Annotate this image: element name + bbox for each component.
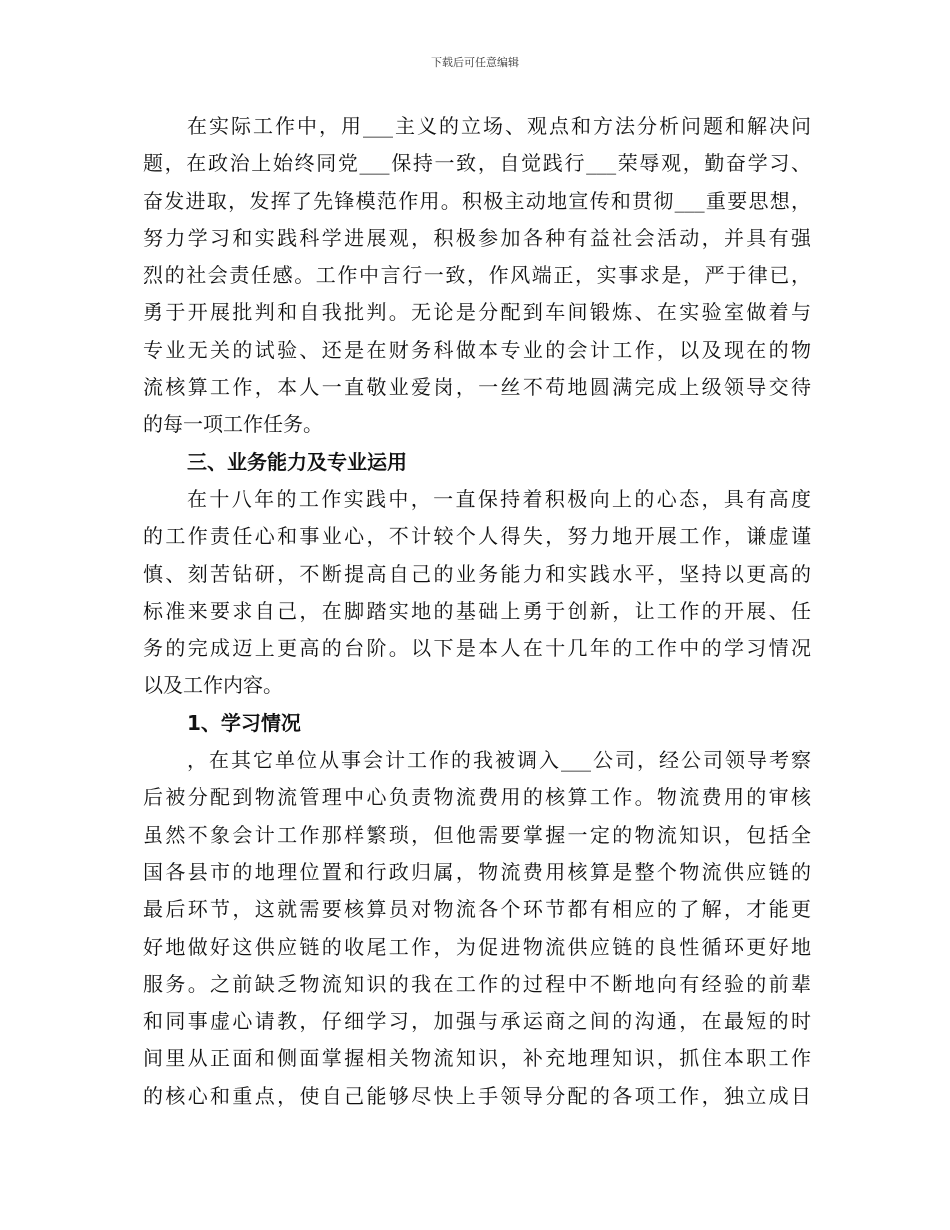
text-line: 的工作责任心和事业心，不计较个人得失，努力地开展工作，谦虚谨	[143, 524, 811, 549]
page-header: 下载后可任意编辑	[431, 56, 519, 69]
text-line: 服务。之前缺乏物流知识的我在工作的过程中不断地向有经验的前辈	[143, 971, 811, 996]
text-line: 题，在政治上始终同党___保持一致，自觉践行___荣辱观，勤奋学习、	[143, 151, 811, 176]
text-line: 以及工作内容。	[143, 673, 283, 698]
text-line: 勇于开展批判和自我批判。无论是分配到车间锻炼、在实验室做着与	[143, 300, 811, 325]
text-line: 最后环节，这就需要核算员对物流各个环节都有相应的了解，才能更	[143, 897, 811, 922]
text-line: 在十八年的工作实践中，一直保持着积极向上的心态，具有高度	[187, 486, 811, 511]
text-line: 的核心和重点，使自己能够尽快上手领导分配的各项工作，独立成日	[143, 1083, 811, 1108]
text-line: 奋发进取，发挥了先锋模范作用。积极主动地宣传和贯彻___重要思想，	[143, 188, 811, 213]
text-line: 后被分配到物流管理中心负责物流费用的核算工作。物流费用的审核	[143, 785, 811, 810]
text-line: 流核算工作，本人一直敬业爱岗，一丝不苟地圆满完成上级领导交待	[143, 375, 811, 400]
text-line: ，在其它单位从事会计工作的我被调入___公司，经公司领导考察	[187, 748, 811, 773]
text-line: 和同事虚心请教，仔细学习，加强与承运商之间的沟通，在最短的时	[143, 1009, 811, 1034]
subsection-heading: 1、学习情况	[187, 710, 301, 735]
document-body	[143, 108, 811, 1115]
text-line: 标准来要求自己，在脚踏实地的基础上勇于创新，让工作的开展、任	[143, 598, 811, 623]
text-line: 努力学习和实践科学进展观，积极参加各种有益社会活动，并具有强	[143, 225, 811, 250]
text-line: 间里从正面和侧面掌握相关物流知识，补充地理知识，抓住本职工作	[143, 1046, 811, 1071]
section-heading: 三、业务能力及专业运用	[187, 449, 407, 474]
text-line: 的每一项工作任务。	[143, 412, 323, 437]
text-line: 好地做好这供应链的收尾工作，为促进物流供应链的良性循环更好地	[143, 934, 811, 959]
text-line: 虽然不象会计工作那样繁琐，但他需要掌握一定的物流知识，包括全	[143, 822, 811, 847]
text-line: 烈的社会责任感。工作中言行一致，作风端正，实事求是，严于律已，	[143, 263, 811, 288]
text-line: 专业无关的试验、还是在财务科做本专业的会计工作，以及现在的物	[143, 337, 811, 362]
text-line: 慎、刻苦钻研，不断提高自己的业务能力和实践水平，坚持以更高的	[143, 561, 811, 586]
text-line: 在实际工作中，用___主义的立场、观点和方法分析问题和解决问	[187, 114, 811, 138]
text-line: 国各县市的地理位置和行政归属，物流费用核算是整个物流供应链的	[143, 859, 811, 884]
text-line: 务的完成迈上更高的台阶。以下是本人在十几年的工作中的学习情况	[143, 636, 811, 661]
